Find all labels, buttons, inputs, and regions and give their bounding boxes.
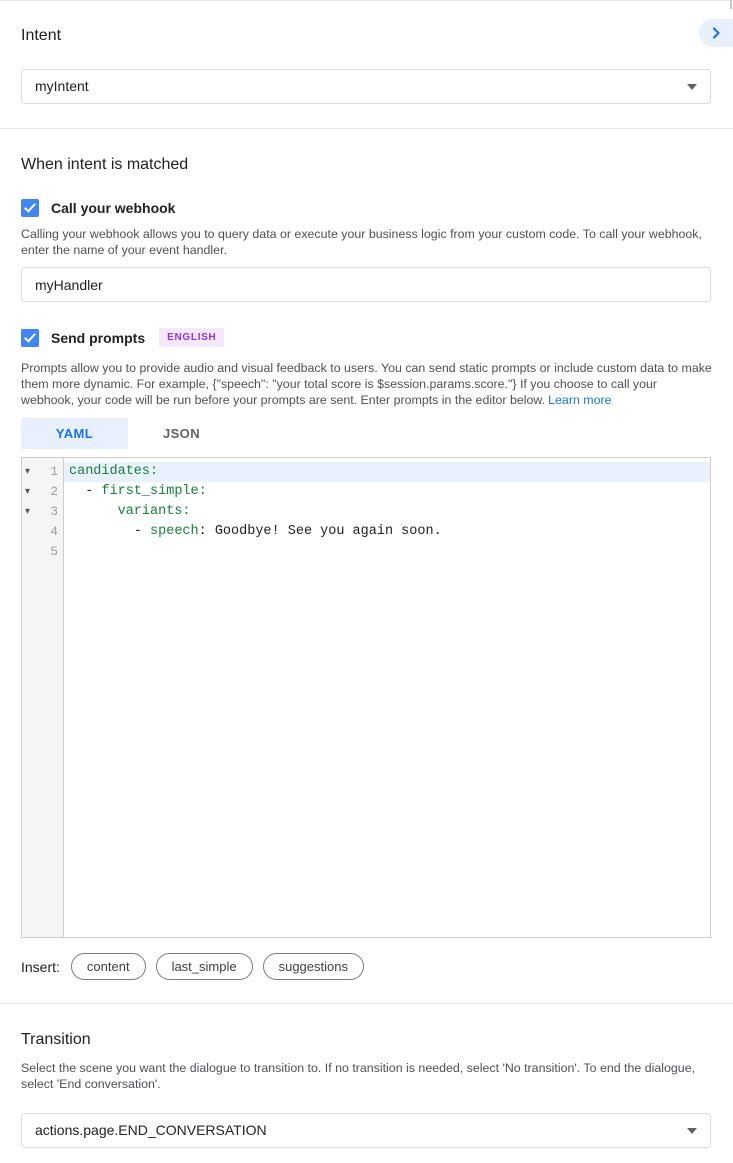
chevron-right-icon bbox=[708, 25, 724, 41]
intent-select-value: myIntent bbox=[35, 78, 89, 94]
gutter-row bbox=[22, 522, 63, 542]
editor-code[interactable] bbox=[64, 458, 710, 937]
dropdown-caret-icon bbox=[687, 84, 697, 90]
gutter-row bbox=[22, 462, 63, 482]
code-token: first_simple: bbox=[101, 484, 207, 499]
language-badge: ENGLISH bbox=[159, 328, 224, 347]
top-divider bbox=[0, 0, 733, 1]
transition-description: Select the scene you want the dialogue to transition to. If no transition is needed, select 'No transition'. To end the dialogue, select 'End conversation'. bbox=[21, 1061, 696, 1091]
code-token: candidates: bbox=[69, 464, 159, 479]
transition-select[interactable] bbox=[21, 1113, 711, 1148]
send-prompts-checkbox-row[interactable] bbox=[21, 328, 224, 347]
line-number: 4 bbox=[50, 524, 58, 539]
format-tabs bbox=[21, 418, 235, 449]
code-line-3[interactable] bbox=[64, 502, 710, 522]
matched-section-title: When intent is matched bbox=[21, 156, 189, 173]
code-token: variants: bbox=[117, 504, 191, 519]
transition-section-title: Transition bbox=[21, 1031, 91, 1048]
webhook-description: Calling your webhook allows you to query data or execute your business logic from your custom code. To call your webhook, enter the name of your event handler. bbox=[21, 227, 702, 257]
scrollbar-thumb[interactable] bbox=[730, 0, 732, 9]
prompts-description-text: Prompts allow you to provide audio and visual feedback to users. You can send static prompts or include custom data to make them more dynamic. For example, {"speech": "your total score is $session.params.score."} If you choose to call your webhook, your code will be run before your prompts are sent. Enter prompts in the editor below. bbox=[21, 361, 712, 407]
checkbox-checked-icon[interactable] bbox=[21, 329, 39, 347]
intent-select[interactable] bbox=[21, 69, 711, 104]
gutter-row bbox=[22, 542, 63, 562]
transition-select-value: actions.page.END_CONVERSATION bbox=[35, 1122, 267, 1138]
intent-section-title: Intent bbox=[21, 27, 62, 44]
insert-chip-content[interactable]: content bbox=[71, 953, 146, 980]
fold-arrow-icon[interactable]: ▾ bbox=[25, 506, 31, 517]
code-token: : Goodbye! See you again soon. bbox=[198, 524, 442, 539]
prompt-code-editor[interactable] bbox=[21, 457, 711, 938]
insert-label: Insert: bbox=[21, 958, 60, 975]
prompts-description bbox=[21, 360, 712, 408]
tab-yaml[interactable]: YAML bbox=[21, 418, 128, 449]
insert-chips bbox=[71, 953, 374, 980]
checkbox-checked-icon[interactable] bbox=[21, 199, 39, 217]
code-token: - bbox=[69, 484, 102, 499]
tab-json[interactable]: JSON bbox=[162, 426, 200, 441]
insert-chip-last_simple[interactable]: last_simple bbox=[156, 953, 253, 980]
line-number: 5 bbox=[50, 544, 58, 559]
section-divider bbox=[0, 128, 733, 129]
fold-arrow-icon[interactable]: ▾ bbox=[25, 466, 31, 477]
code-line-5[interactable] bbox=[64, 542, 710, 562]
code-token bbox=[69, 504, 118, 519]
learn-more-link[interactable]: Learn more bbox=[548, 393, 612, 407]
next-intent-button[interactable] bbox=[699, 19, 733, 47]
code-line-1[interactable] bbox=[64, 462, 710, 482]
section-divider bbox=[0, 1003, 733, 1004]
send-prompts-label: Send prompts bbox=[51, 329, 146, 346]
code-line-2[interactable] bbox=[64, 482, 710, 502]
code-token: - bbox=[69, 524, 151, 539]
insert-chip-suggestions[interactable]: suggestions bbox=[263, 953, 364, 980]
gutter-row bbox=[22, 482, 63, 502]
insert-row bbox=[21, 953, 374, 980]
code-line-4[interactable] bbox=[64, 522, 710, 542]
dropdown-caret-icon bbox=[687, 1128, 697, 1134]
gutter-row bbox=[22, 502, 63, 522]
code-token: speech bbox=[150, 524, 199, 539]
editor-gutter bbox=[22, 458, 64, 937]
fold-arrow-icon[interactable]: ▾ bbox=[25, 486, 31, 497]
call-webhook-label: Call your webhook bbox=[51, 200, 176, 216]
line-number: 2 bbox=[50, 484, 58, 499]
line-number: 1 bbox=[50, 464, 58, 479]
handler-name-input[interactable] bbox=[21, 267, 711, 302]
line-number: 3 bbox=[50, 504, 58, 519]
call-webhook-checkbox-row[interactable] bbox=[21, 199, 175, 217]
